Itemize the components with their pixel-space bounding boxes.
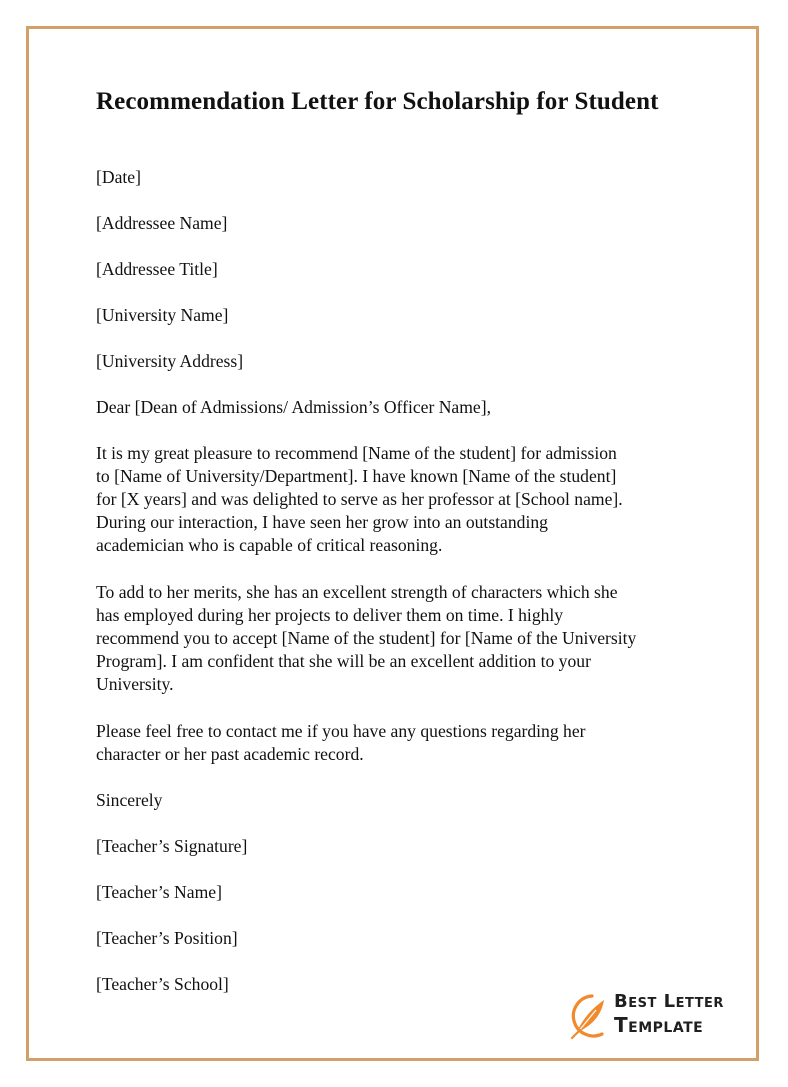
paragraph-line: character or her past academic record. [96, 744, 364, 764]
paragraph-line: It is my great pleasure to recommend [Name of the student] for admission [96, 443, 617, 463]
closing: Sincerely [96, 790, 163, 810]
body-paragraph-3 [96, 720, 706, 766]
teacher-position: [Teacher’s Position] [96, 928, 238, 948]
paragraph-line: for [X years] and was delighted to serve as her professor at [School name]. [96, 489, 623, 509]
paragraph-line: academician who is capable of critical reasoning. [96, 535, 443, 555]
paragraph-line: to [Name of University/Department]. I have known [Name of the student] [96, 466, 617, 486]
addressee-title: [Addressee Title] [96, 259, 218, 279]
addressee-name: [Addressee Name] [96, 213, 228, 233]
best-letter-template-logo [566, 988, 726, 1044]
letter-title: Recommendation Letter for Scholarship for Student [96, 88, 659, 115]
body-paragraph-1 [96, 442, 706, 557]
paragraph-line: has employed during her projects to deliver them on time. I highly [96, 605, 564, 625]
teacher-name: [Teacher’s Name] [96, 882, 222, 902]
teacher-signature: [Teacher’s Signature] [96, 836, 248, 856]
teacher-school: [Teacher’s School] [96, 974, 229, 994]
logo-text-line1: Best Letter [614, 991, 724, 1012]
paragraph-line: Please feel free to contact me if you have any questions regarding her [96, 721, 586, 741]
body-paragraph-2 [96, 581, 706, 696]
university-name: [University Name] [96, 305, 229, 325]
salutation: Dear [Dean of Admissions/ Admission’s Officer Name], [96, 397, 491, 417]
feather-quill-icon [566, 990, 612, 1042]
paragraph-line: University. [96, 674, 174, 694]
paragraph-line: recommend you to accept [Name of the student] for [Name of the University [96, 628, 637, 648]
paragraph-line: During our interaction, I have seen her grow into an outstanding [96, 512, 548, 532]
paragraph-line: To add to her merits, she has an excellent strength of characters which she [96, 582, 618, 602]
paragraph-line: Program]. I am confident that she will be an excellent addition to your [96, 651, 591, 671]
university-address: [University Address] [96, 351, 244, 371]
date-placeholder: [Date] [96, 167, 141, 187]
logo-text-line2: Template [614, 1013, 704, 1037]
